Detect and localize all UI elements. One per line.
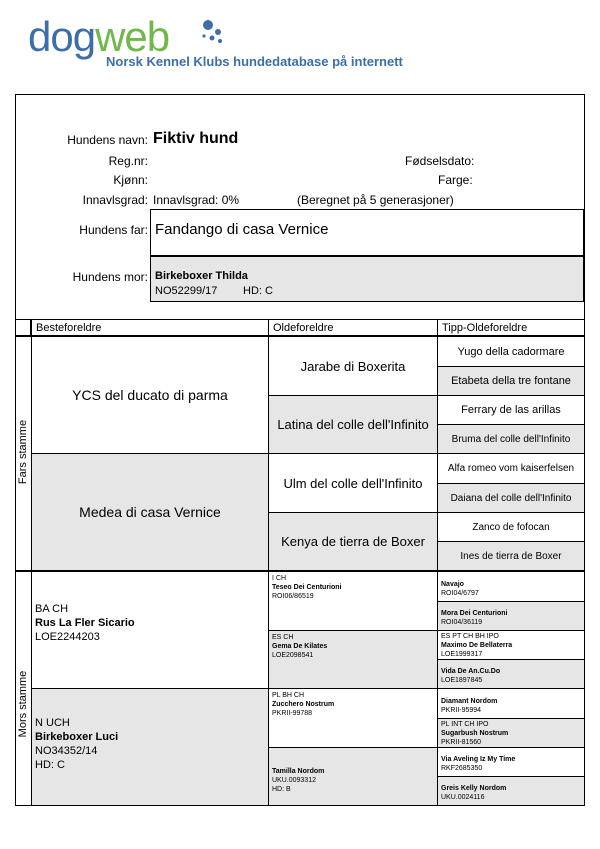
father-gggp3[interactable]: Ferrary de las arillas bbox=[437, 395, 585, 425]
color-label: Farge: bbox=[438, 173, 473, 187]
mother-gggp2-regnr: ROI04/36119 bbox=[441, 619, 483, 626]
col-header-gen3: Tipp-Oldeforeldre bbox=[437, 319, 585, 336]
father-ggp3[interactable]: Ulm del colle dell'Infinito bbox=[268, 453, 438, 513]
mother-gggp7-regnr: RKF2685350 bbox=[441, 765, 483, 772]
logo-web-text: web bbox=[95, 13, 170, 60]
mother-gp1-regnr: LOE2244203 bbox=[35, 631, 100, 643]
father-ggp1[interactable]: Jarabe di Boxerita bbox=[268, 336, 438, 396]
regnr-label: Reg.nr: bbox=[108, 154, 148, 168]
mother-ggp4-hd: HD: B bbox=[272, 786, 291, 793]
mother-ggp3-titles: PL BH CH bbox=[272, 692, 305, 699]
mother-gp2-hd: HD: C bbox=[35, 759, 65, 771]
mother-ggp1-regnr: ROI06/86519 bbox=[272, 593, 314, 600]
mother-gggp4[interactable] bbox=[437, 659, 585, 689]
father-name: Fandango di casa Vernice bbox=[155, 221, 329, 238]
mother-gggp1[interactable] bbox=[437, 571, 585, 602]
father-gggp6[interactable]: Daiana del colle dell'Infinito bbox=[437, 483, 585, 513]
mother-gggp2-name: Mora Dei Centurioni bbox=[441, 610, 508, 617]
mother-gggp1-regnr: ROI04/6797 bbox=[441, 590, 479, 597]
father-gggp5[interactable]: Alfa romeo vom kaiserfelsen bbox=[437, 453, 585, 484]
mother-ggp2-regnr: LOE2098541 bbox=[272, 652, 314, 659]
mother-gggp6-name: Sugarbush Nostrum bbox=[441, 730, 509, 737]
mother-gp2[interactable] bbox=[31, 688, 269, 806]
mother-regnr: NO52299/17 bbox=[155, 285, 218, 297]
mother-gp1-name: Rus La Fler Sicario bbox=[35, 617, 135, 629]
col-header-gen1: Besteforeldre bbox=[31, 319, 269, 336]
father-box[interactable] bbox=[150, 209, 584, 256]
mother-name: Birkeboxer Thilda bbox=[155, 270, 248, 282]
inbreeding-value: Innavlsgrad: 0% bbox=[153, 193, 240, 207]
mother-gggp4-regnr: LOE1897845 bbox=[441, 677, 483, 684]
father-gggp7[interactable]: Zanco de fofocan bbox=[437, 512, 585, 542]
mother-ggp4-regnr: UKU.0093312 bbox=[272, 777, 316, 784]
name-label: Hundens navn: bbox=[67, 133, 148, 147]
mother-ggp4-name: Tamilla Nordom bbox=[272, 768, 325, 775]
mother-gggp6-regnr: PKRII-81560 bbox=[441, 739, 482, 746]
mother-gggp8-name: Greis Kelly Nordom bbox=[441, 785, 507, 792]
father-label: Hundens far: bbox=[79, 223, 148, 237]
mother-gp1-titles: BA CH bbox=[35, 603, 69, 615]
logo-dog-text: dog bbox=[28, 13, 96, 60]
logo-dots-icon bbox=[198, 18, 228, 48]
mother-label: Hundens mor: bbox=[72, 270, 148, 284]
header-spacer bbox=[15, 319, 31, 336]
mother-gp1[interactable] bbox=[31, 571, 269, 689]
mother-gp2-regnr: NO34352/14 bbox=[35, 745, 98, 757]
father-gp1[interactable]: YCS del ducato di parma bbox=[31, 336, 269, 454]
inbreeding-label: Innavlsgrad: bbox=[82, 193, 148, 207]
mother-ggp3-regnr: PKRII-99788 bbox=[272, 710, 313, 717]
mother-gggp8[interactable] bbox=[437, 776, 585, 806]
father-ggp2[interactable]: Latina del colle dell'Infinito bbox=[268, 395, 438, 454]
mother-ggp3[interactable] bbox=[268, 688, 438, 748]
mother-gggp2[interactable] bbox=[437, 601, 585, 631]
mother-gggp5-name: Diamant Nordom bbox=[441, 698, 498, 705]
mother-ggp4[interactable] bbox=[268, 747, 438, 806]
subtitle: Norsk Kennel Klubs hundedatabase på internett bbox=[106, 54, 403, 69]
dog-name: Fiktiv hund bbox=[153, 130, 239, 147]
mother-ggp1-titles: I CH bbox=[272, 575, 286, 582]
mother-ggp2-name: Gema De Kilates bbox=[272, 643, 328, 650]
mother-box[interactable] bbox=[150, 256, 584, 302]
mother-side-label: Mors stamme bbox=[17, 670, 29, 738]
mother-ggp2-titles: ES CH bbox=[272, 634, 294, 641]
father-gggp2[interactable]: Etabeta della tre fontane bbox=[437, 366, 585, 396]
mother-gggp1-name: Navajo bbox=[441, 581, 464, 588]
mother-ggp2[interactable] bbox=[268, 630, 438, 689]
mother-gp2-name: Birkeboxer Luci bbox=[35, 731, 119, 743]
mother-gggp8-regnr: UKU.0024116 bbox=[441, 794, 485, 801]
inbreeding-note: (Beregnet på 5 generasjoner) bbox=[297, 193, 454, 207]
mother-gggp3-name: Maximo De Bellaterra bbox=[441, 642, 513, 649]
mother-ggp3-name: Zucchero Nostrum bbox=[272, 701, 335, 708]
mother-gggp5-regnr: PKRII-95994 bbox=[441, 707, 482, 714]
father-gggp4[interactable]: Bruma del colle dell'Infinito bbox=[437, 424, 585, 454]
mother-gp2-titles: N UCH bbox=[35, 717, 70, 729]
mother-gggp7-name: Via Aveling Iz My Time bbox=[441, 756, 516, 763]
father-gggp1[interactable]: Yugo della cadormare bbox=[437, 336, 585, 367]
sex-label: Kjønn: bbox=[113, 173, 148, 187]
mother-gggp6-titles: PL INT CH IPO bbox=[441, 721, 489, 728]
mother-gggp6[interactable] bbox=[437, 718, 585, 748]
father-gp2[interactable]: Medea di casa Vernice bbox=[31, 453, 269, 571]
mother-gggp3[interactable] bbox=[437, 630, 585, 660]
father-ggp4[interactable]: Kenya de tierra de Boxer bbox=[268, 512, 438, 571]
mother-ggp1-name: Teseo Dei Centurioni bbox=[272, 584, 342, 591]
father-gggp8[interactable]: Ines de tierra de Boxer bbox=[437, 541, 585, 571]
mother-gggp4-name: Vida De An.Cu.Do bbox=[441, 668, 501, 675]
mother-gggp5[interactable] bbox=[437, 688, 585, 719]
mother-gggp3-regnr: LOE1999317 bbox=[441, 651, 483, 658]
mother-gggp7[interactable] bbox=[437, 747, 585, 777]
birth-label: Fødselsdato: bbox=[405, 154, 475, 168]
col-header-gen2: Oldeforeldre bbox=[268, 319, 438, 336]
father-side-label: Fars stamme bbox=[17, 419, 29, 485]
mother-ggp1[interactable] bbox=[268, 571, 438, 631]
mother-hd: HD: C bbox=[243, 285, 273, 297]
mother-gggp3-titles: ES PT CH BH IPO bbox=[441, 633, 499, 640]
